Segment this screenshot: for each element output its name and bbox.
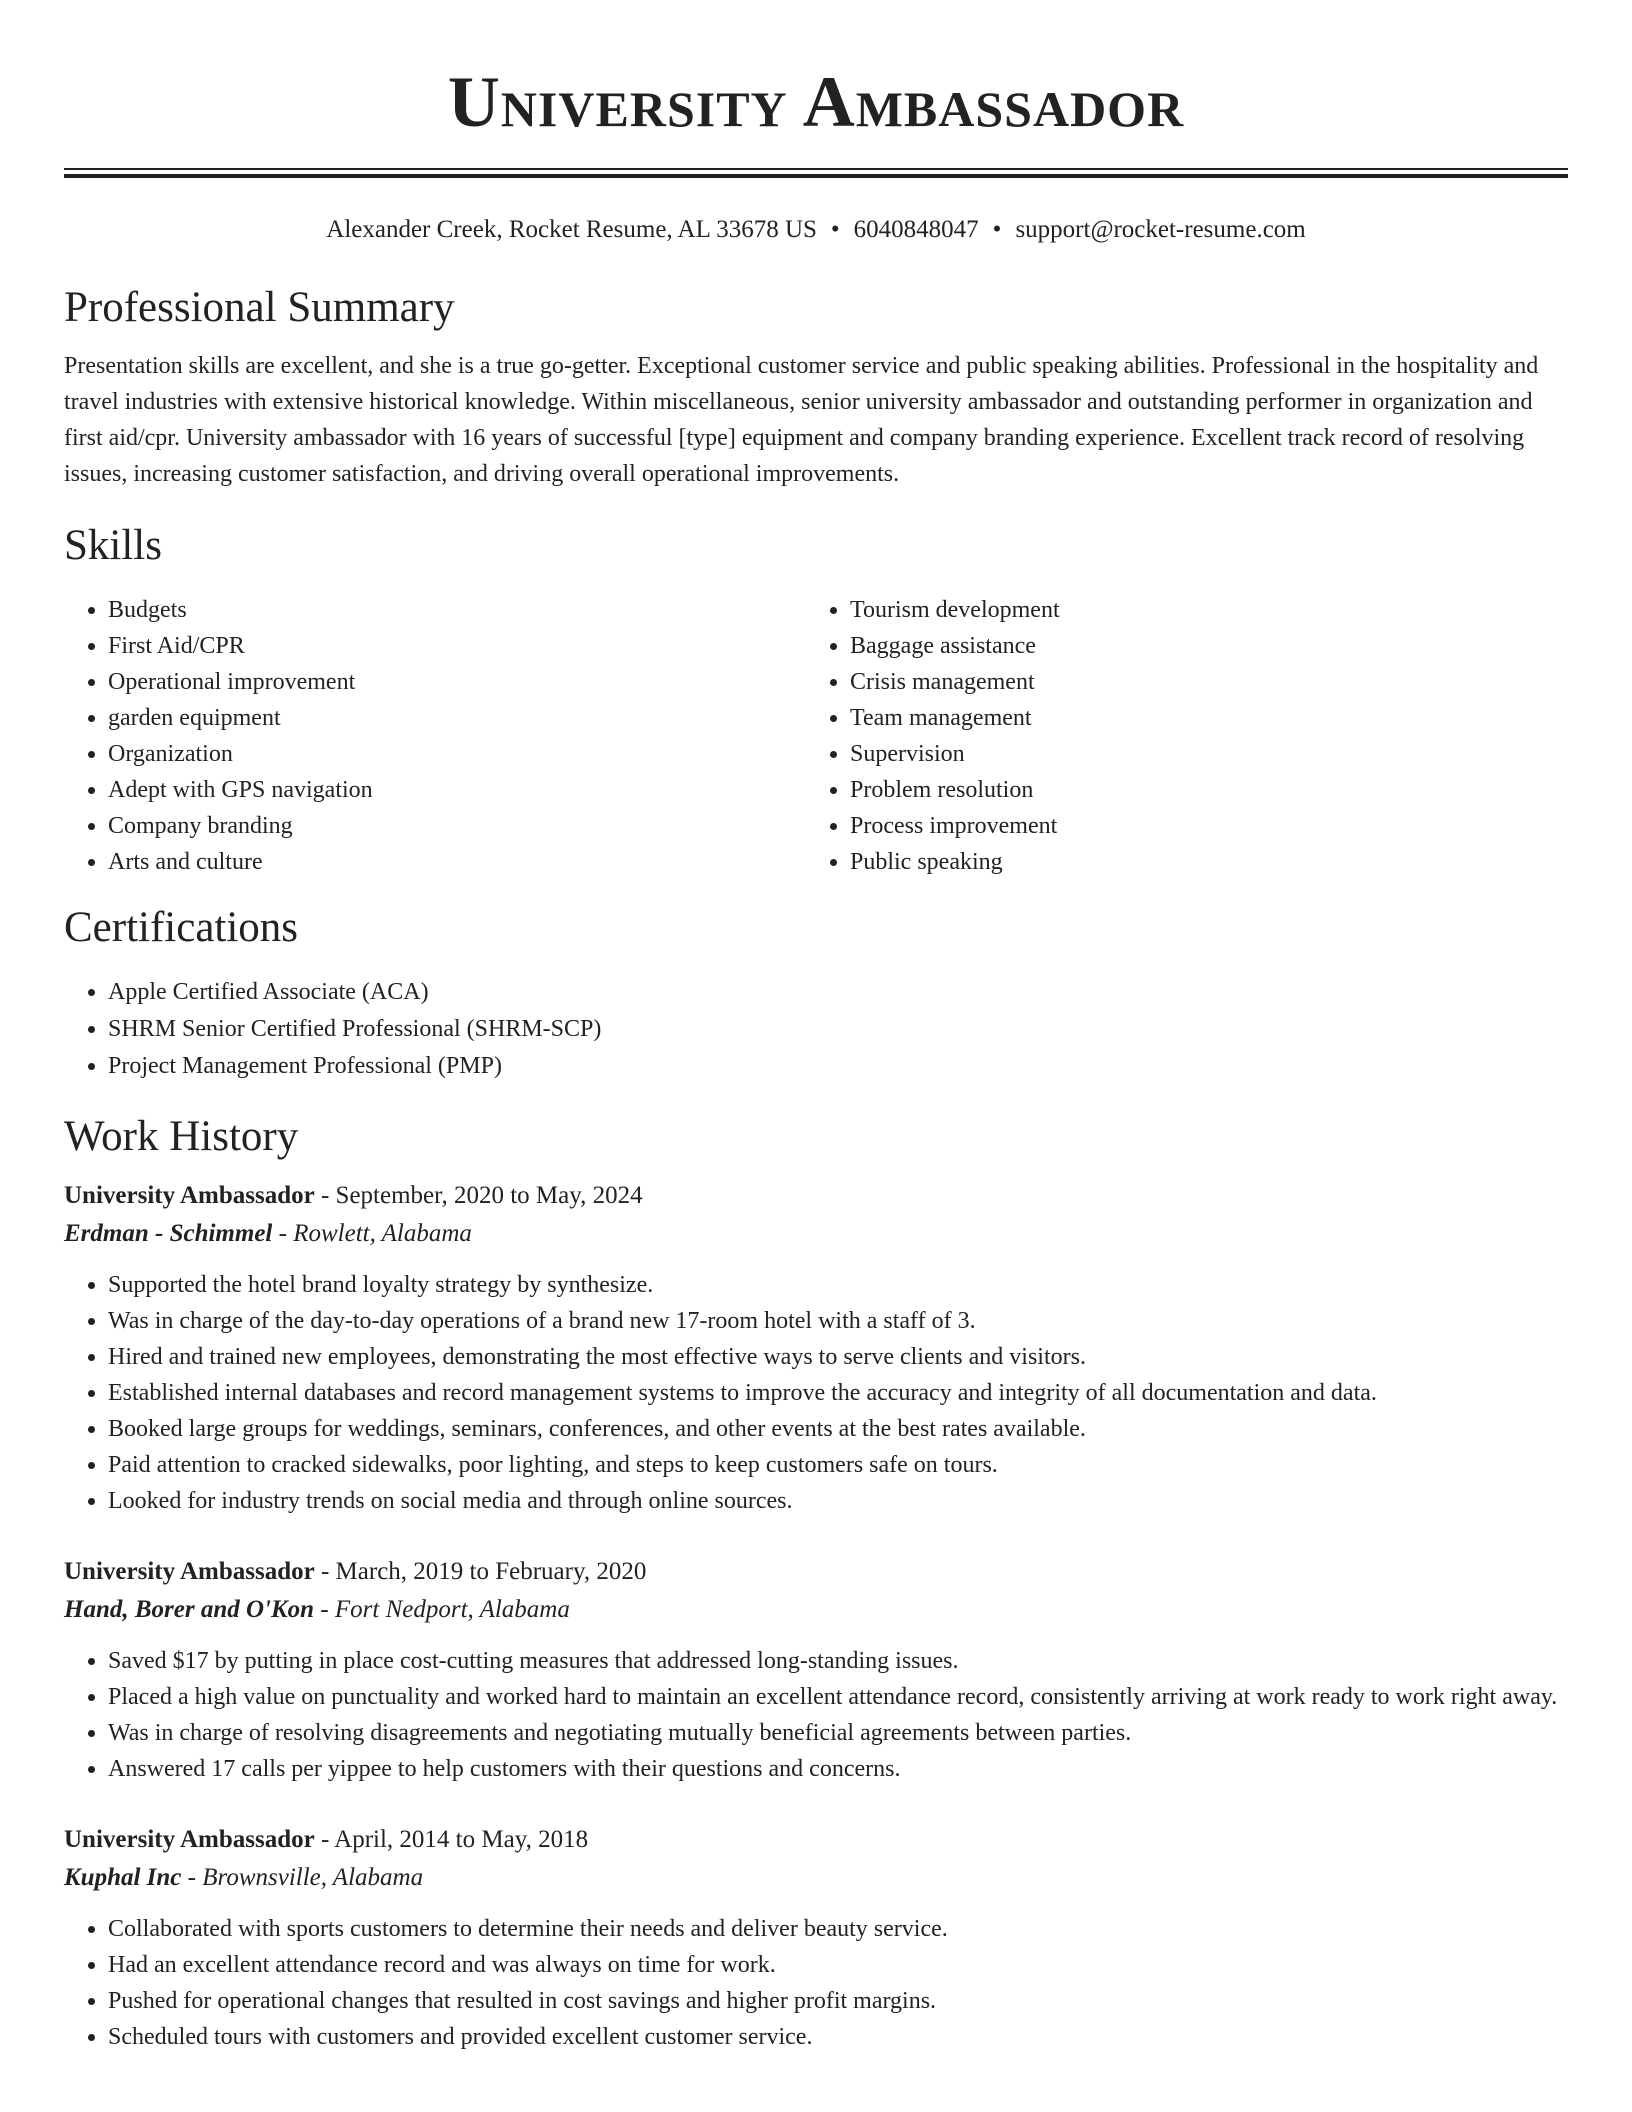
contact-email: support@rocket-resume.com (1015, 216, 1306, 243)
job-duty-item: • Had an excellent attendance record and was always on time for work. (108, 1947, 1568, 1983)
contact-separator: • (992, 216, 1002, 243)
job-company: Erdman - Schimmel (64, 1220, 273, 1247)
skill-item: • Company branding (108, 808, 806, 844)
job-duty-item: • Was in charge of the day-to-day operations of a brand new 17-room hotel with a staff of 3. (108, 1303, 1568, 1339)
skill-item: • Tourism development (850, 592, 1548, 628)
skill-item: • Team management (850, 700, 1548, 736)
job-duty-item: • Answered 17 calls per yippee to help customers with their questions and concerns. (108, 1751, 1568, 1787)
job-title-line (64, 1553, 1568, 1591)
job-duty-item: • Established internal databases and record management systems to improve the accuracy and integrity of all documentation and data. (108, 1375, 1568, 1411)
job-title-line (64, 1177, 1568, 1215)
skill-item: • First Aid/CPR (108, 628, 806, 664)
job-dates: - September, 2020 to May, 2024 (314, 1182, 643, 1209)
job-role: University Ambassador (64, 1826, 315, 1853)
job-company-line (64, 1591, 1568, 1629)
job-location: - Fort Nedport, Alabama (314, 1596, 570, 1623)
contact-line (64, 214, 1568, 246)
job-duty-item: • Collaborated with sports customers to determine their needs and deliver beauty service. (108, 1911, 1568, 1947)
certification-item: • Project Management Professional (PMP) (108, 1048, 1568, 1085)
job-duty-item: • Was in charge of resolving disagreements and negotiating mutually beneficial agreements between parties. (108, 1715, 1568, 1751)
skills-column-left (64, 592, 806, 880)
job-duty-item: • Booked large groups for weddings, seminars, conferences, and other events at the best rates available. (108, 1411, 1568, 1447)
job-duty-item: • Pushed for operational changes that resulted in cost savings and higher profit margins. (108, 1983, 1568, 2019)
title-divider (64, 168, 1568, 178)
job-duty-item: • Supported the hotel brand loyalty strategy by synthesize. (108, 1267, 1568, 1303)
contact-address: Alexander Creek, Rocket Resume, AL 33678 US (326, 216, 817, 243)
contact-separator: • (830, 216, 840, 243)
job-dates: - March, 2019 to February, 2020 (314, 1558, 647, 1585)
skills-column-right (806, 592, 1548, 880)
job-duty-item: • Saved $17 by putting in place cost-cutting measures that addressed long-standing issues. (108, 1643, 1568, 1679)
job-role: University Ambassador (64, 1182, 315, 1209)
skills-heading: Skills (64, 522, 162, 569)
skill-item: • Operational improvement (108, 664, 806, 700)
skills-list (64, 592, 1568, 880)
summary-heading: Professional Summary (64, 284, 455, 331)
certification-item: • Apple Certified Associate (ACA) (108, 974, 1568, 1011)
skill-item: • Process improvement (850, 808, 1548, 844)
job-company: Hand, Borer and O'Kon (64, 1596, 315, 1623)
resume-title: University Ambassador (447, 62, 1185, 142)
job-duty-item: • Hired and trained new employees, demonstrating the most effective ways to serve clients and visitors. (108, 1339, 1568, 1375)
skill-item: • Budgets (108, 592, 806, 628)
certifications-heading: Certifications (64, 904, 299, 951)
job-entry (64, 1553, 1568, 1787)
job-location: - Brownsville, Alabama (181, 1864, 424, 1891)
job-company-line (64, 1859, 1568, 1897)
job-role: University Ambassador (64, 1558, 315, 1585)
job-entry (64, 1177, 1568, 1519)
certifications-list (64, 974, 1568, 1085)
certification-item: • SHRM Senior Certified Professional (SHRM-SCP) (108, 1011, 1568, 1048)
skill-item: • Organization (108, 736, 806, 772)
skill-item: • Crisis management (850, 664, 1548, 700)
skill-item: • Supervision (850, 736, 1548, 772)
job-duties-list (64, 1643, 1568, 1787)
job-duty-item: • Paid attention to cracked sidewalks, poor lighting, and steps to keep customers safe on tours. (108, 1447, 1568, 1483)
job-title-line (64, 1821, 1568, 1859)
skill-item: • garden equipment (108, 700, 806, 736)
skill-item: • Problem resolution (850, 772, 1548, 808)
job-dates: - April, 2014 to May, 2018 (314, 1826, 589, 1853)
skill-item: • Public speaking (850, 844, 1548, 880)
skill-item: • Adept with GPS navigation (108, 772, 806, 808)
job-duty-item: • Scheduled tours with customers and provided excellent customer service. (108, 2019, 1568, 2055)
job-duties-list (64, 1267, 1568, 1519)
contact-phone: 6040848047 (853, 216, 979, 243)
work-history-heading: Work History (64, 1113, 299, 1160)
job-duties-list (64, 1911, 1568, 2055)
job-company: Kuphal Inc (64, 1864, 182, 1891)
job-entry (64, 1821, 1568, 2055)
job-company-line (64, 1215, 1568, 1253)
job-location: - Rowlett, Alabama (272, 1220, 472, 1247)
skill-item: • Baggage assistance (850, 628, 1548, 664)
resume-page (64, 0, 1568, 2055)
skill-item: • Arts and culture (108, 844, 806, 880)
job-duty-item: • Looked for industry trends on social media and through online sources. (108, 1483, 1568, 1519)
job-duty-item: • Placed a high value on punctuality and worked hard to maintain an excellent attendance record, consistently arriving at work ready to work right away. (108, 1679, 1568, 1715)
summary-text: Presentation skills are excellent, and she is a true go-getter. Exceptional customer service and public speaking abilities. Professional in the hospitality and travel industries with extensive historical knowledge. Within miscellaneous, senior university ambassador and outstanding performer in organization and first aid/cpr. University ambassador with 16 years of successful [type] equipment and company branding experience. Excellent track record of resolving issues, increasing customer satisfaction, and driving overall operational improvements. (64, 353, 1539, 487)
